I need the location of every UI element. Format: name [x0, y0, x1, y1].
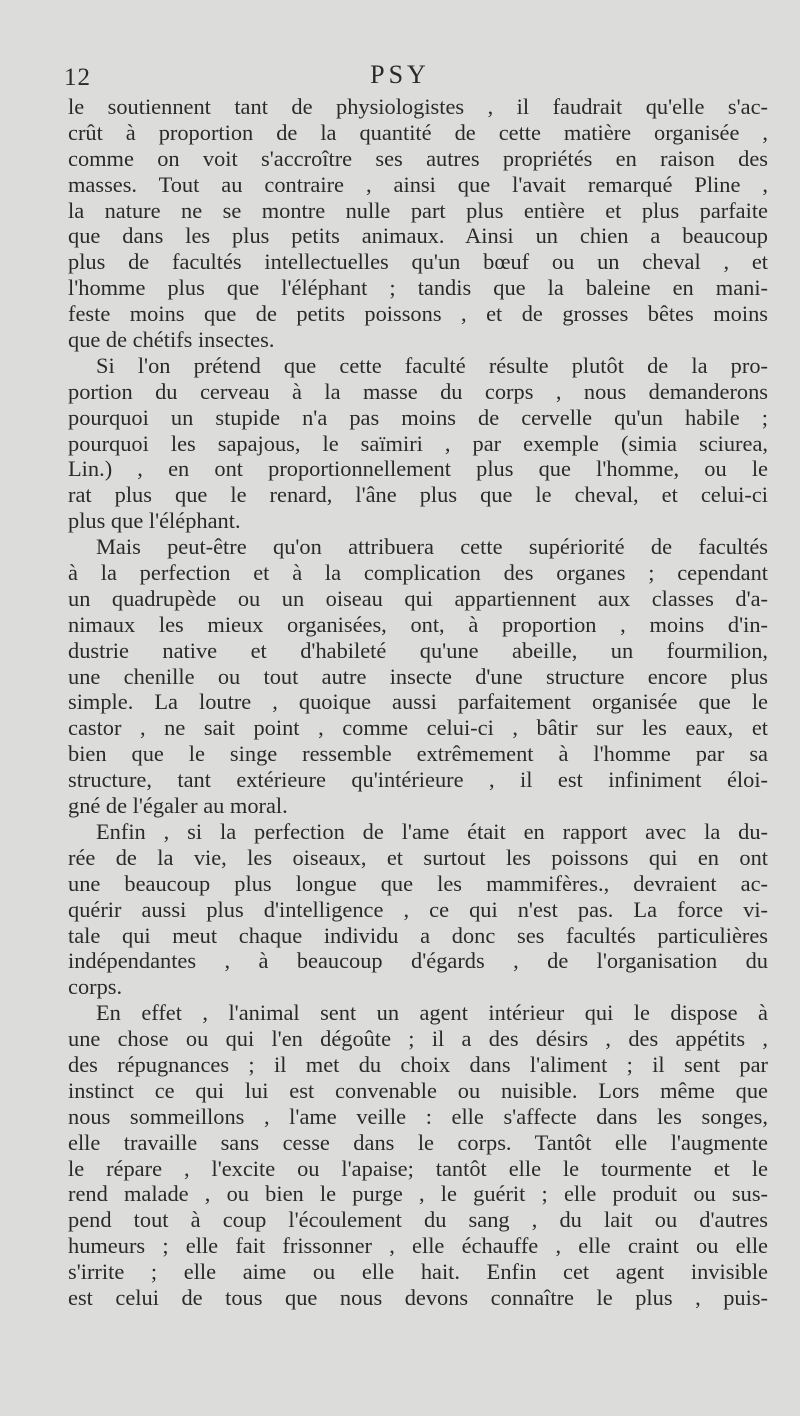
- text-line: feste moins que de petits poissons , et de grosses bêtes moins: [68, 301, 768, 327]
- text-line: s'irrite ; elle aime ou elle hait. Enfin cet agent invisible: [68, 1259, 768, 1285]
- text-line: le soutiennent tant de physiologistes , il faudrait qu'elle s'ac-: [68, 94, 768, 119]
- body-text: [68, 94, 768, 1311]
- text-line: l'homme plus que l'éléphant ; tandis que la baleine en mani-: [68, 275, 768, 301]
- text-line: crût à proportion de la quantité de cette matière organisée ,: [68, 119, 768, 145]
- text-line: simple. La loutre , quoique aussi parfaitement organisée que le: [68, 689, 768, 715]
- text-line: Mais peut-être qu'on attribuera cette supériorité de facultés: [96, 534, 768, 560]
- text-line: dustrie native et d'habileté qu'une abeille, un fourmilion,: [68, 637, 768, 663]
- text-line: En effet , l'animal sent un agent intérieur qui le dispose à: [96, 1000, 768, 1026]
- text-line: Lin.) , en ont proportionnellement plus que l'homme, ou le: [68, 456, 768, 482]
- page-number: 12: [64, 64, 91, 91]
- text-line: masses. Tout au contraire , ainsi que l'avait remarqué Pline ,: [68, 171, 768, 197]
- text-line: une chenille ou tout autre insecte d'une structure encore plus: [68, 663, 768, 689]
- text-line: portion du cerveau à la masse du corps , nous demanderons: [68, 378, 768, 404]
- text-line: que dans les plus petits animaux. Ainsi un chien a beaucoup: [68, 223, 768, 249]
- text-line: nimaux les mieux organisées, ont, à proportion , moins d'in-: [68, 611, 768, 637]
- text-line: un quadrupède ou un oiseau qui appartiennent aux classes d'a-: [68, 585, 768, 611]
- text-line: pend tout à coup l'écoulement du sang , du lait ou d'autres: [68, 1207, 768, 1233]
- text-line: plus que l'éléphant.: [68, 508, 241, 534]
- text-line: une beaucoup plus longue que les mammifères., devraient ac-: [68, 870, 768, 896]
- text-line: rée de la vie, les oiseaux, et surtout les poissons qui en ont: [68, 844, 768, 870]
- text-line: quérir aussi plus d'intelligence , ce qui n'est pas. La force vi-: [68, 896, 768, 922]
- text-line: elle travaille sans cesse dans le corps. Tantôt elle l'augmente: [68, 1129, 768, 1155]
- text-line: Enfin , si la perfection de l'ame était en rapport avec la du-: [96, 818, 768, 844]
- text-line: bien que le singe ressemble extrêmement à l'homme par sa: [68, 741, 768, 767]
- text-line: indépendantes , à beaucoup d'égards , de l'organisation du: [68, 948, 768, 974]
- text-line: comme on voit s'accroître ses autres propriétés en raison des: [68, 145, 768, 171]
- text-line: humeurs ; elle fait frissonner , elle échauffe , elle craint ou elle: [68, 1233, 768, 1259]
- text-line: instinct ce qui lui est convenable ou nuisible. Lors même que: [68, 1077, 768, 1103]
- text-line: une chose ou qui l'en dégoûte ; il a des désirs , des appétits ,: [68, 1026, 768, 1052]
- text-line: pourquoi un stupide n'a pas moins de cervelle qu'un habile ;: [68, 404, 768, 430]
- text-line: la nature ne se montre nulle part plus entière et plus parfaite: [68, 197, 768, 223]
- text-line: à la perfection et à la complication des organes ; cependant: [68, 560, 768, 586]
- text-line: Si l'on prétend que cette faculté résulte plutôt de la pro-: [96, 352, 768, 378]
- text-line: tale qui meut chaque individu a donc ses facultés particulières: [68, 922, 768, 948]
- text-line: nous sommeillons , l'ame veille : elle s'affecte dans les songes,: [68, 1103, 768, 1129]
- running-head: PSY: [370, 60, 430, 89]
- text-line: pourquoi les sapajous, le saïmiri , par exemple (simia sciurea,: [68, 430, 768, 456]
- text-line: est celui de tous que nous devons connaître le plus , puis-: [68, 1284, 768, 1310]
- text-line: corps.: [68, 974, 123, 1000]
- text-line: gné de l'égaler au moral.: [68, 793, 288, 819]
- text-line: rend malade , ou bien le purge , le guérit ; elle produit ou sus-: [68, 1181, 768, 1207]
- text-line: rat plus que le renard, l'âne plus que le cheval, et celui-ci: [68, 482, 768, 508]
- text-line: des répugnances ; il met du choix dans l'aliment ; il sent par: [68, 1051, 768, 1077]
- text-line: le répare , l'excite ou l'apaise; tantôt elle le tourmente et le: [68, 1155, 768, 1181]
- text-line: que de chétifs insectes.: [68, 327, 275, 353]
- text-line: castor , ne sait point , comme celui-ci , bâtir sur les eaux, et: [68, 715, 768, 741]
- text-line: structure, tant extérieure qu'intérieure , il est infiniment éloi-: [68, 767, 768, 793]
- text-line: plus de facultés intellectuelles qu'un bœuf ou un cheval , et: [68, 249, 768, 275]
